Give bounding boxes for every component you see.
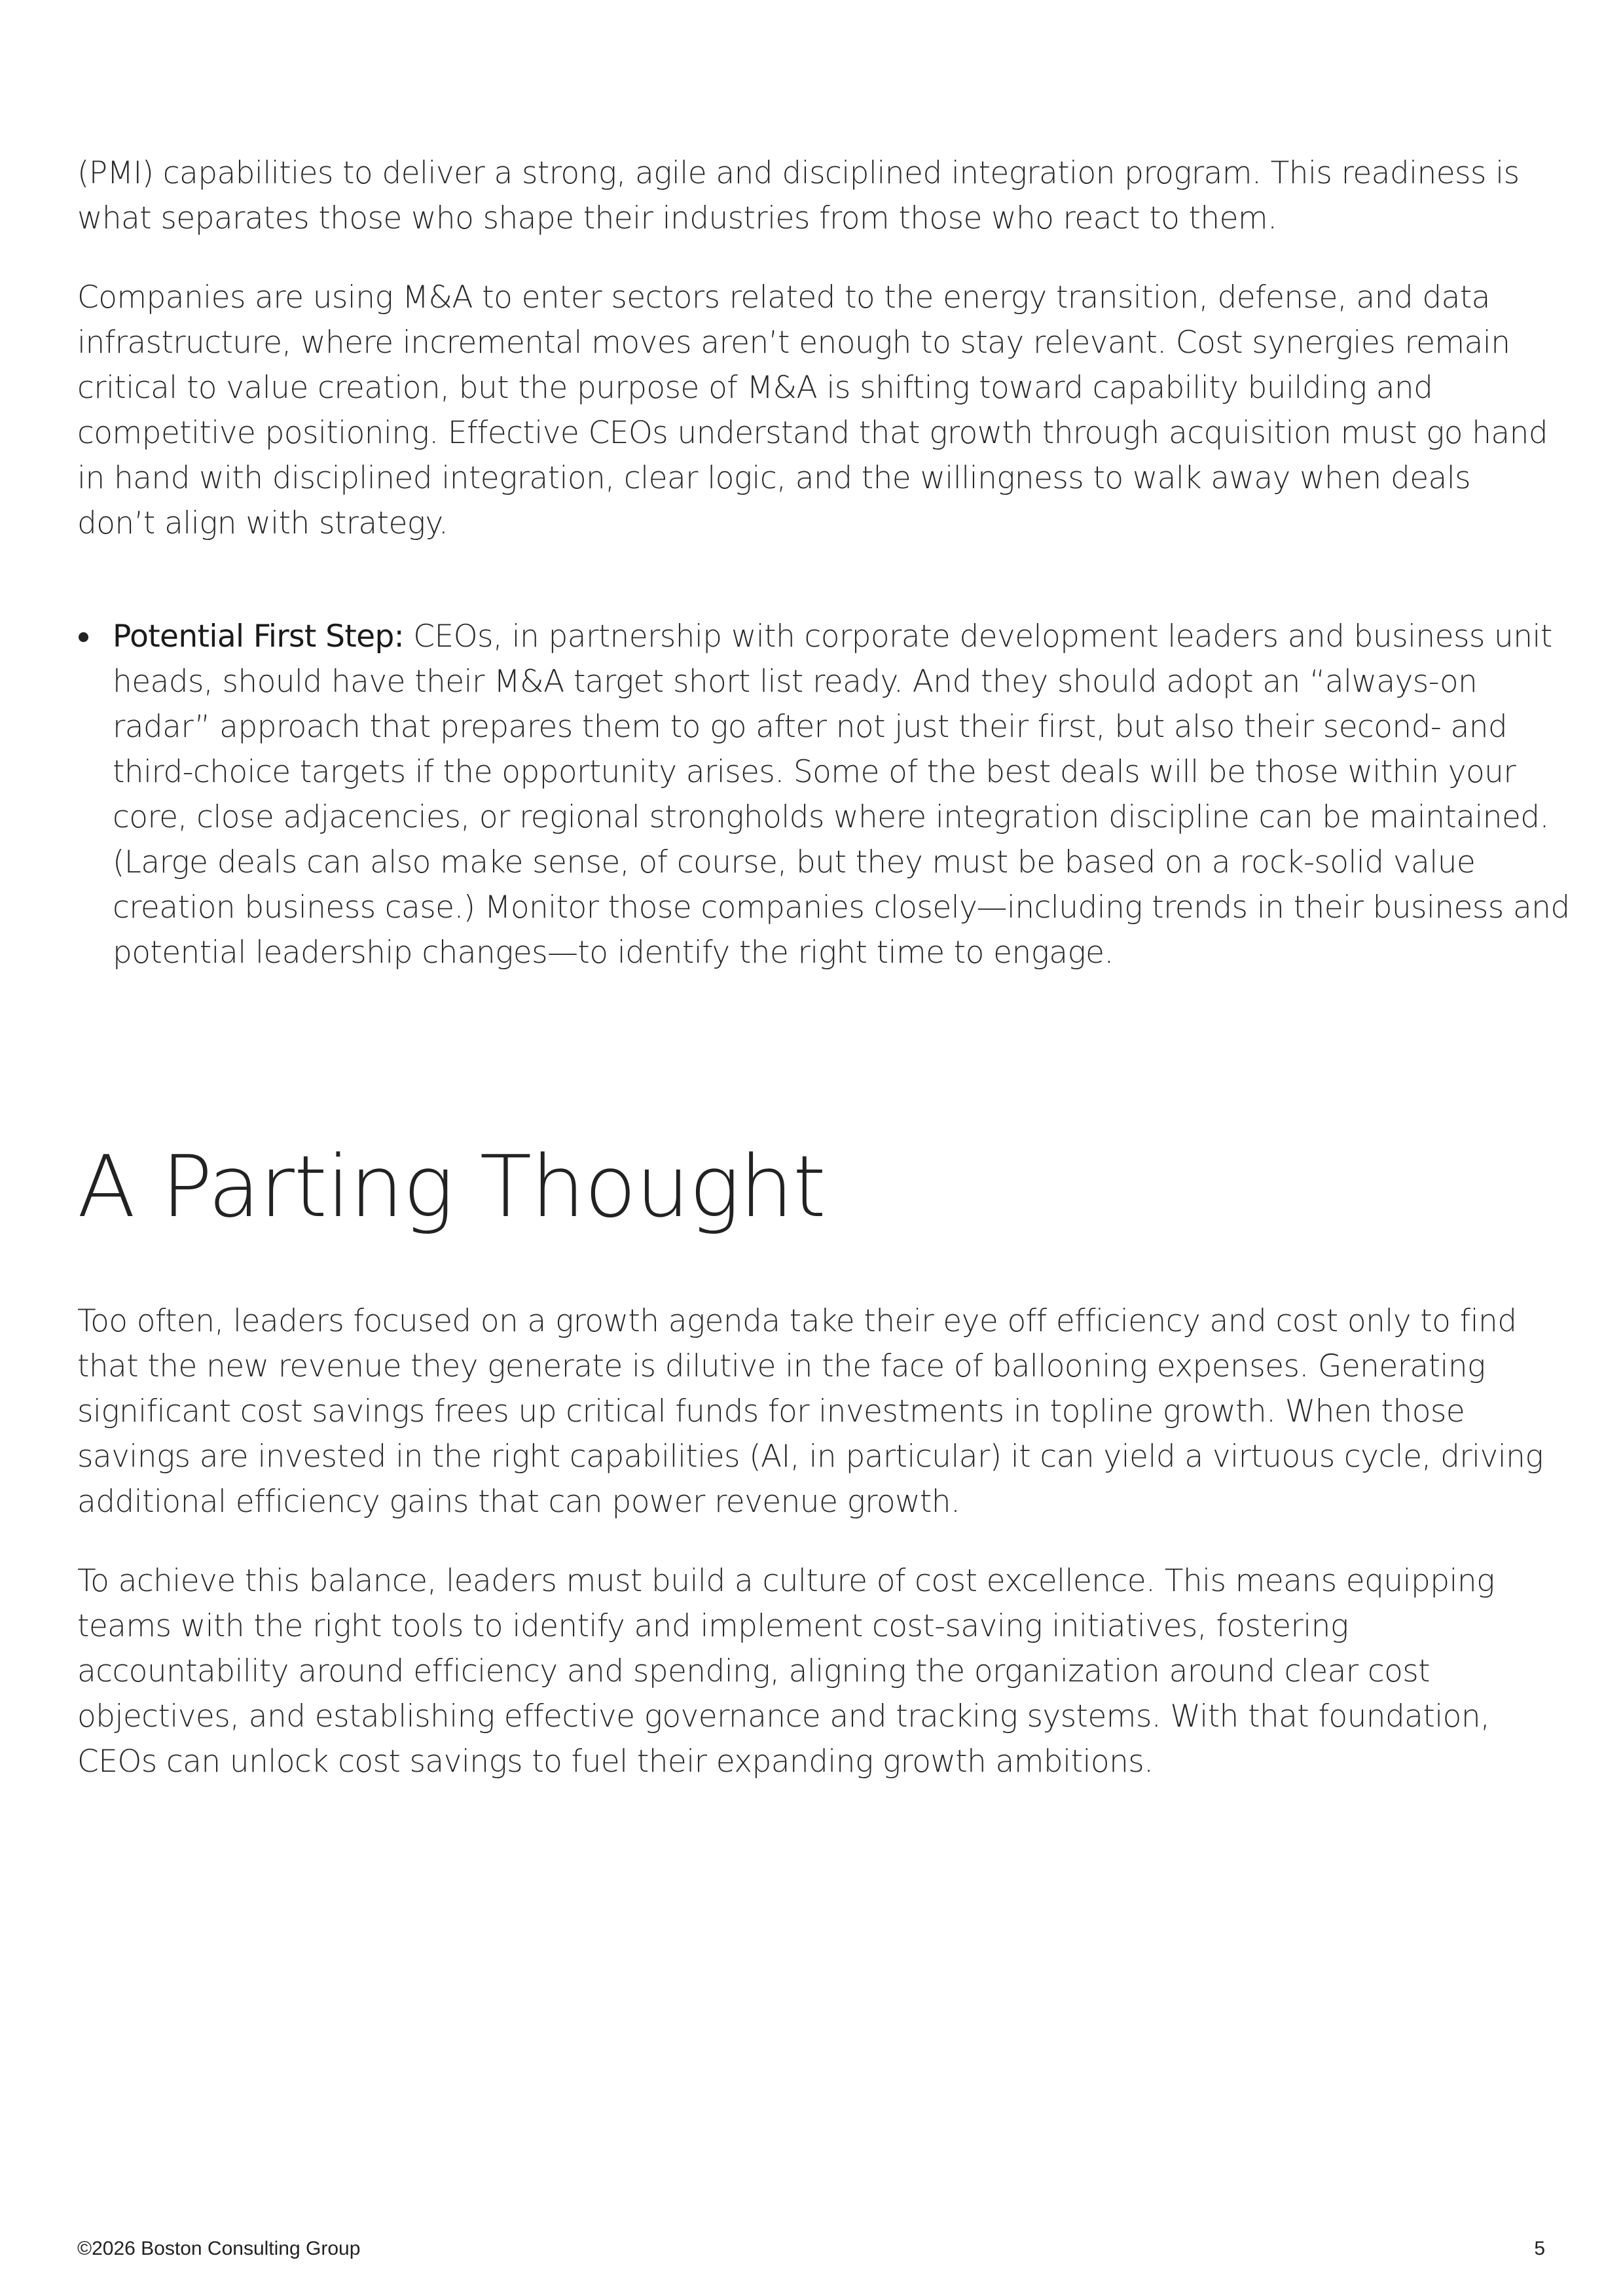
footer-page-number: 5	[1534, 2238, 1545, 2259]
bullet-item-first-step	[77, 614, 1573, 975]
bullet-dot-icon	[79, 632, 88, 642]
body-paragraph-ma: Companies are using M&A to enter sectors related to the energy transition, defense, and data infrastructure, where incremental moves aren’t enough to stay relevant. Cost synergies remain critical to value creation, but the purpose of M&A is shifting toward capability building and competitive positioning. Effective CEOs understand that growth through acquisition must go hand in hand with disciplined integration, clear logic, and the willingness to walk away when deals don’t align with strategy.	[77, 279, 1548, 541]
section-paragraph-growth: Too often, leaders focused on a growth agenda take their eye off efficiency and cost only to find that the new revenue they generate is dilutive in the face of ballooning expenses. Generating significant cost savings frees up critical funds for investments in topline growth. When those savings are invested in the right capabilities (AI, in particular) it can yield a virtuous cycle, driving additional efficiency gains that can power revenue growth.	[77, 1303, 1543, 1520]
body-paragraph-pmi: (PMI) capabilities to deliver a strong, agile and disciplined integration program. This readiness is what separates those who shape their industries from those who react to them.	[77, 155, 1520, 236]
bullet-label: Potential First Step:	[113, 619, 404, 655]
footer-copyright: ©2026 Boston Consulting Group	[77, 2238, 361, 2259]
page-content	[77, 151, 1570, 1784]
section-title: A Parting Thought	[77, 1137, 826, 1236]
bullet-list	[77, 614, 1570, 975]
bullet-text: CEOs, in partnership with corporate development leaders and business unit heads, should have their M&A target short list ready. And they should adopt an “always-on radar” approach that prepares them to go after not just their first, but also their second- and third-choice targets if the opportunity arises. Some of the best deals will be those within your core, close adjacencies, or regional strongholds where integration discipline can be maintained. (Large deals can also make sense, of course, but they must be based on a rock-solid value creation business case.) Monitor those companies closely—including trends in their business and potential leadership changes—to identify the right time to engage.	[113, 619, 1570, 971]
section-paragraph-balance: To achieve this balance, leaders must build a culture of cost excellence. This means equipping teams with the right tools to identify and implement cost-saving initiatives, fostering accountability around efficiency and spending, aligning the organization around clear cost objectives, and establishing effective governance and tracking systems. With that foundation, CEOs can unlock cost savings to fuel their expanding growth ambitions.	[77, 1563, 1495, 1780]
